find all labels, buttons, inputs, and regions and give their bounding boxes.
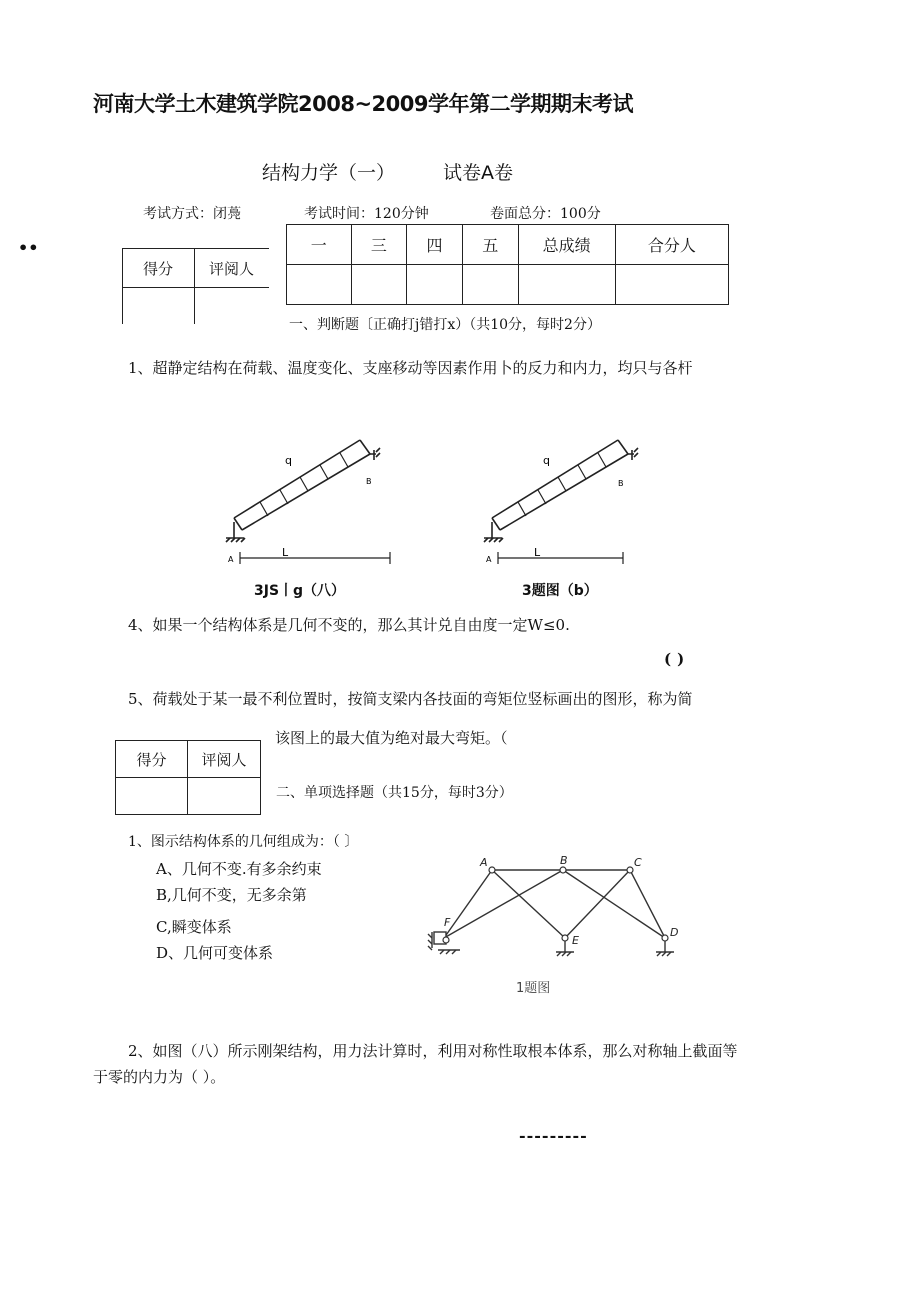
truss-label-d: D (670, 926, 679, 939)
grader2-score-label: 得分 (116, 741, 188, 778)
section2-heading: 二、单项选择题（共15分，每时3分） (276, 785, 513, 801)
option-c: C,瞬变体系 (156, 918, 232, 936)
section1-q4: 4、如果一个结构体系是几何不变的，那么其计兑自由度一定W≤0. (128, 616, 570, 634)
grader2-score-cell[interactable] (116, 778, 188, 815)
score-cell-4[interactable] (407, 265, 463, 305)
score-cell-3[interactable] (351, 265, 407, 305)
score-cell-adder[interactable] (615, 265, 728, 305)
exam-mode: 考试方式：闭𦽏 (143, 206, 241, 222)
figure-3a-caption: 3JS丨g（八） (254, 583, 346, 599)
grader-score-label: 得分 (142, 260, 173, 278)
section2-q1: 1、图示结构体系的几何组成为：（ 〕 (128, 834, 359, 850)
fig-b-b-label: B (618, 479, 624, 488)
score-cell-1[interactable] (287, 265, 352, 305)
fig-b-l-label: L (534, 546, 541, 559)
option-d: D、几何可变体系 (156, 944, 274, 962)
grader-box-1 (122, 248, 268, 324)
bullet-marks: •• (18, 238, 39, 257)
exam-time: 考试时间：120分钟 (304, 206, 429, 222)
fig-a-a-label: A (228, 555, 234, 564)
grader2-reviewer-label: 评阅人 (188, 741, 261, 778)
fig-a-b-label: B (366, 477, 372, 486)
grader2-reviewer-cell[interactable] (188, 778, 261, 815)
truss-figure (420, 852, 690, 1002)
figure-3b (478, 430, 658, 580)
paper-label: 试卷A卷 (443, 162, 513, 184)
score-col-5: 五 (462, 225, 518, 265)
truss-label-a: A (480, 856, 488, 869)
score-cell-total[interactable] (518, 265, 615, 305)
section1-q1: 1、超静定结构在荷载、温度变化、支座移动等因素作用卜的反力和内力，均只与各杆 (128, 359, 693, 377)
section1-q5-line2: 该图上的最大值为绝对最大弯矩。（ (275, 729, 508, 747)
footer-dashes: --------- (519, 1126, 588, 1145)
fig-b-a-label: A (486, 555, 492, 564)
grader-reviewer-label: 评阅人 (208, 260, 254, 278)
truss-caption: 1题图 (516, 981, 551, 996)
exam-title: 河南大学土木建筑学院2008~2009学年第二学期期末考试 (93, 92, 633, 116)
truss-label-e: E (572, 934, 579, 947)
score-col-3: 三 (351, 225, 407, 265)
grader-box-2 (115, 740, 261, 815)
section1-q5-line1: 5、荷载处于某一最不利位置时，按简支梁内各技面的弯矩位竖标画出的图形，称为简 (128, 690, 693, 708)
fig-a-q-label: q (285, 454, 292, 467)
section2-q2-line2: 于零的内力为（ ）。 (93, 1068, 226, 1086)
q4-answer-paren[interactable]: () (664, 650, 691, 668)
total-score: 卷面总分：100分 (490, 206, 601, 222)
figure-3a (220, 430, 400, 580)
course-name: 结构力学（一） (262, 162, 396, 184)
figure-3b-caption: 3题图（b） (522, 583, 598, 599)
section2-q2-line1: 2、如图（八）所示刚架结构，用力法计算时，利用对称性取根本体系，那么对称轴上截面等 (128, 1042, 738, 1060)
truss-label-b: B (560, 854, 568, 867)
option-b: B,几何不变，无多余第 (156, 886, 307, 904)
score-col-total: 总成绩 (518, 225, 615, 265)
score-col-4: 四 (407, 225, 463, 265)
fig-b-q-label: q (543, 454, 550, 467)
fig-a-l-label: L (282, 546, 289, 559)
score-col-adder: 合分人 (615, 225, 728, 265)
score-table (286, 224, 729, 305)
score-cell-5[interactable] (462, 265, 518, 305)
section1-heading: 一、判断题〔正确打j错打x）（共10分，每时2分） (289, 317, 601, 333)
score-col-1: 一 (287, 225, 352, 265)
truss-label-c: C (634, 856, 642, 869)
option-a: A、几何不变.有多余约束 (156, 860, 322, 878)
truss-label-f: F (444, 916, 451, 929)
